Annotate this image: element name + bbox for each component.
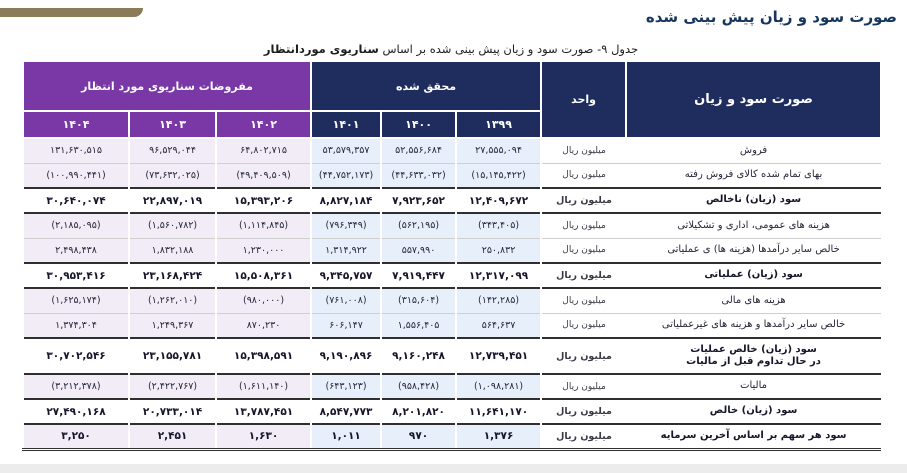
- row-label: [626, 399, 881, 424]
- value-cell: ۷,۹۱۹,۴۴۷: [381, 263, 456, 288]
- report-page: [0, 8, 907, 473]
- table-row: [23, 263, 881, 288]
- table-caption-prefix: جدول ۹- صورت سود و زیان پیش بینی شده بر اساس: [378, 42, 639, 56]
- row-label: [626, 263, 881, 288]
- row-label-line: سود (زیان) عملیاتی: [704, 269, 803, 281]
- value-cell: (۳۱۵,۶۰۴): [381, 288, 456, 313]
- profit-loss-table: [22, 60, 882, 451]
- row-label: [626, 188, 881, 213]
- value-cell: (۱,۶۱۱,۱۴۰): [216, 374, 311, 399]
- row-label-line: بهای تمام شده کالای فروش رفته: [684, 169, 823, 180]
- value-cell: (۴۴,۶۳۳,۰۳۲): [381, 163, 456, 188]
- table-row: [23, 338, 881, 374]
- table-row: [23, 424, 881, 449]
- value-cell: ۶۴,۸۰۲,۷۱۵: [216, 138, 311, 163]
- value-cell: ۲۳,۱۵۵,۷۸۱: [129, 338, 216, 374]
- value-cell: ۱۲,۷۳۹,۴۵۱: [456, 338, 541, 374]
- value-cell: (۲,۴۲۲,۷۶۷): [129, 374, 216, 399]
- value-cell: ۱,۰۱۱: [311, 424, 381, 449]
- value-cell: ۳۰,۹۵۳,۴۱۶: [23, 263, 129, 288]
- unit-cell: میلیون ریال: [562, 381, 606, 392]
- row-label: [626, 238, 881, 263]
- value-cell: ۵۵۷,۹۹۰: [381, 238, 456, 263]
- header-year-1401: ۱۴۰۱: [311, 111, 381, 138]
- header-year-1400: ۱۴۰۰: [381, 111, 456, 138]
- value-cell: ۱,۳۷۶: [456, 424, 541, 449]
- value-cell: (۷۹۶,۳۴۹): [311, 213, 381, 238]
- value-cell: ۸۷۰,۲۳۰: [216, 313, 311, 338]
- value-cell: ۲۵۰,۸۳۲: [456, 238, 541, 263]
- row-label-line: سود (زیان) خالص عملیات: [690, 343, 817, 355]
- value-cell: ۲۲,۸۹۷,۰۱۹: [129, 188, 216, 213]
- unit-cell: میلیون ریال: [556, 406, 612, 417]
- row-label: [626, 213, 881, 238]
- value-cell: ۳۰,۶۴۰,۰۷۴: [23, 188, 129, 213]
- value-cell: (۳,۲۱۲,۳۷۸): [23, 374, 129, 399]
- table-row: [23, 163, 881, 188]
- value-cell: ۶۰۶,۱۴۷: [311, 313, 381, 338]
- value-cell: ۱۳۱,۶۳۰,۵۱۵: [23, 138, 129, 163]
- value-cell: ۳۰,۷۰۲,۵۴۶: [23, 338, 129, 374]
- value-cell: (۳۴۳,۴۰۵): [456, 213, 541, 238]
- unit-cell: میلیون ریال: [556, 195, 612, 206]
- value-cell: (۱,۵۶۰,۷۸۲): [129, 213, 216, 238]
- value-cell: (۴۹,۴۰۹,۵۰۹): [216, 163, 311, 188]
- header-year-1404: ۱۴۰۴: [23, 111, 129, 138]
- value-cell: ۵۳,۵۷۹,۳۵۷: [311, 138, 381, 163]
- row-label-line: در حال تداوم قبل از مالیات: [686, 356, 821, 367]
- row-label-line: هزینه های مالی: [721, 294, 786, 306]
- row-label: [626, 374, 881, 399]
- table-row: [23, 313, 881, 338]
- value-cell: (۵۶۲,۱۹۵): [381, 213, 456, 238]
- value-cell: ۵۶۴,۶۳۷: [456, 313, 541, 338]
- value-cell: (۹۵۸,۴۲۸): [381, 374, 456, 399]
- unit-cell: میلیون ریال: [556, 350, 612, 362]
- header-year-1402: ۱۴۰۲: [216, 111, 311, 138]
- value-cell: ۷,۹۲۳,۶۵۲: [381, 188, 456, 213]
- header-scenario-group: مفروضات سناریوی مورد انتظار: [23, 61, 311, 111]
- row-label-line: خالص سایر درآمدها و هزینه های غیرعملیاتی: [661, 319, 846, 330]
- value-cell: (۷۶۱,۰۰۸): [311, 288, 381, 313]
- value-cell: ۱۱,۶۴۱,۱۷۰: [456, 399, 541, 424]
- value-cell: ۵۲,۵۵۶,۶۸۴: [381, 138, 456, 163]
- value-cell: (۱,۰۹۸,۲۸۱): [456, 374, 541, 399]
- value-cell: ۹,۳۴۵,۷۵۷: [311, 263, 381, 288]
- unit-cell: میلیون ریال: [562, 295, 606, 306]
- value-cell: ۹۷۰: [381, 424, 456, 449]
- page-bottom-strip: [0, 464, 907, 473]
- value-cell: ۸,۵۴۷,۷۷۳: [311, 399, 381, 424]
- value-cell: ۱,۸۳۲,۱۸۸: [129, 238, 216, 263]
- unit-cell: میلیون ریال: [556, 270, 612, 281]
- value-cell: ۲,۴۵۱: [129, 424, 216, 449]
- unit-cell: میلیون ریال: [562, 145, 606, 156]
- row-label: [626, 163, 881, 188]
- header-unit: واحد: [541, 61, 626, 138]
- profit-loss-table-container: [22, 60, 880, 451]
- table-row: [23, 288, 881, 313]
- value-cell: ۱,۳۱۴,۹۲۲: [311, 238, 381, 263]
- value-cell: (۹۸۰,۰۰۰): [216, 288, 311, 313]
- row-label: [626, 313, 881, 338]
- value-cell: ۲۷,۴۹۰,۱۶۸: [23, 399, 129, 424]
- table-row: [23, 138, 881, 163]
- value-cell: (۱,۱۱۴,۸۴۵): [216, 213, 311, 238]
- value-cell: ۲۳,۱۶۸,۴۲۴: [129, 263, 216, 288]
- table-row: [23, 213, 881, 238]
- unit-cell: میلیون ریال: [562, 170, 606, 181]
- value-cell: ۲۷,۵۵۵,۰۹۴: [456, 138, 541, 163]
- value-cell: ۱۳,۷۸۷,۴۵۱: [216, 399, 311, 424]
- row-label-line: خالص سایر درآمدها (هزینه ها) ی عملیاتی: [667, 244, 840, 255]
- value-cell: ۲,۴۹۸,۴۳۸: [23, 238, 129, 263]
- unit-cell: میلیون ریال: [562, 245, 606, 256]
- value-cell: ۹۶,۵۲۹,۰۴۴: [129, 138, 216, 163]
- row-label: [626, 288, 881, 313]
- value-cell: (۱۴۲,۲۸۵): [456, 288, 541, 313]
- value-cell: ۹,۱۶۰,۲۴۸: [381, 338, 456, 374]
- header-year-1403: ۱۴۰۳: [129, 111, 216, 138]
- value-cell: ۸,۸۲۷,۱۸۴: [311, 188, 381, 213]
- row-label-line: فروش: [739, 144, 768, 156]
- value-cell: (۴۴,۷۵۲,۱۷۳): [311, 163, 381, 188]
- value-cell: ۱,۶۳۰: [216, 424, 311, 449]
- value-cell: (۱۰۰,۹۹۰,۴۴۱): [23, 163, 129, 188]
- value-cell: ۱۲,۴۰۹,۶۷۲: [456, 188, 541, 213]
- value-cell: ۱,۲۳۰,۰۰۰: [216, 238, 311, 263]
- row-label: [626, 424, 881, 449]
- top-tab-ribbon: [0, 8, 143, 17]
- table-body: [23, 138, 881, 449]
- header-year-1399: ۱۳۹۹: [456, 111, 541, 138]
- value-cell: (۱۵,۱۴۵,۴۲۲): [456, 163, 541, 188]
- value-cell: (۷۳,۶۳۲,۰۲۵): [129, 163, 216, 188]
- value-cell: (۱,۶۲۵,۱۷۴): [23, 288, 129, 313]
- row-label: [626, 338, 881, 374]
- value-cell: ۱۵,۳۹۳,۲۰۶: [216, 188, 311, 213]
- table-row: [23, 188, 881, 213]
- value-cell: ۲۰,۷۳۳,۰۱۴: [129, 399, 216, 424]
- value-cell: ۱۵,۵۰۸,۳۶۱: [216, 263, 311, 288]
- row-label-line: سود هر سهم بر اساس آخرین سرمایه: [660, 430, 847, 441]
- value-cell: ۱,۵۵۶,۴۰۵: [381, 313, 456, 338]
- unit-cell: میلیون ریال: [562, 320, 606, 331]
- header-realized-group: محقق شده: [311, 61, 541, 111]
- unit-cell: میلیون ریال: [562, 220, 606, 231]
- value-cell: ۱,۳۷۴,۳۰۴: [23, 313, 129, 338]
- value-cell: (۶۴۳,۱۲۳): [311, 374, 381, 399]
- table-header: [23, 61, 881, 138]
- table-row: [23, 238, 881, 263]
- header-statement: صورت سود و زیان: [626, 61, 881, 138]
- value-cell: ۸,۲۰۱,۸۲۰: [381, 399, 456, 424]
- row-label-line: مالیات: [740, 380, 768, 392]
- value-cell: ۱۵,۳۹۸,۵۹۱: [216, 338, 311, 374]
- value-cell: ۱,۲۴۹,۳۶۷: [129, 313, 216, 338]
- value-cell: (۱,۲۶۲,۰۱۰): [129, 288, 216, 313]
- value-cell: ۱۲,۳۱۷,۰۹۹: [456, 263, 541, 288]
- page-title: صورت سود و زیان پیش بینی شده: [645, 8, 897, 26]
- table-caption: [22, 42, 880, 56]
- table-row: [23, 374, 881, 399]
- table-row: [23, 399, 881, 424]
- row-label-line: سود (زیان) ناخالص: [706, 194, 802, 206]
- value-cell: ۹,۱۹۰,۸۹۶: [311, 338, 381, 374]
- row-label-line: هزینه های عمومی، اداری و تشکیلاتی: [677, 219, 830, 231]
- row-label-line: سود (زیان) خالص: [709, 405, 798, 417]
- value-cell: ۳,۲۵۰: [23, 424, 129, 449]
- row-label: [626, 138, 881, 163]
- unit-cell: میلیون ریال: [556, 430, 612, 442]
- value-cell: (۲,۱۸۵,۰۹۵): [23, 213, 129, 238]
- table-caption-bold: سناریوی موردانتظار: [263, 42, 379, 56]
